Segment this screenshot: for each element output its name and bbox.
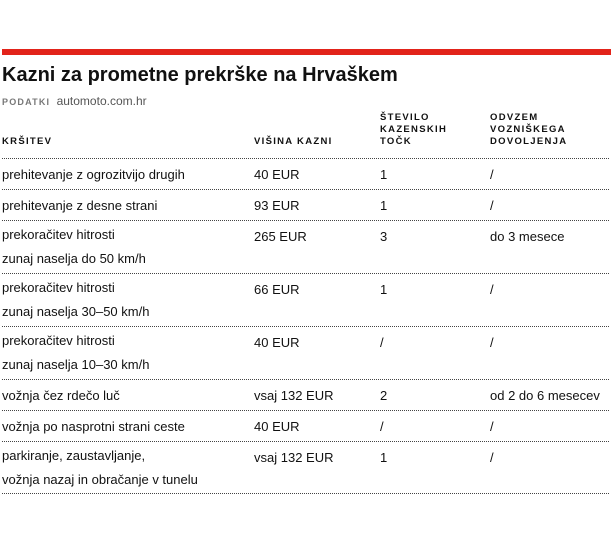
cell-violation (2, 165, 185, 185)
cell-fine: 40 EUR (254, 419, 300, 434)
cell-violation (2, 225, 146, 269)
cell-points: 1 (380, 282, 388, 297)
header-points-line: KAZENSKIH (380, 124, 448, 135)
cell-points: 1 (380, 198, 388, 213)
table-row (2, 379, 609, 410)
cell-fine: 93 EUR (254, 198, 300, 213)
cell-violation-line: prekoračitev hitrosti (2, 333, 115, 348)
header-license-line: ODVZEM (490, 112, 539, 123)
cell-violation-line: prekoračitev hitrosti (2, 280, 115, 295)
table-row (2, 441, 609, 494)
cell-violation-line: parkiranje, zaustavljanje, (2, 448, 146, 463)
cell-points: 2 (380, 388, 388, 403)
table-body (2, 158, 609, 494)
table-row (2, 189, 609, 220)
cell-license: / (490, 419, 494, 434)
cell-points: 1 (380, 167, 388, 182)
header-points-line: ŠTEVILO (380, 112, 430, 123)
table-row (2, 220, 609, 273)
table-header (2, 110, 609, 158)
cell-violation (2, 417, 185, 437)
cell-violation (2, 386, 120, 406)
cell-violation-line: vožnja po nasprotni strani ceste (2, 419, 185, 434)
cell-license: / (490, 282, 494, 297)
cell-license: / (490, 167, 494, 182)
cell-violation-line: vožnja čez rdečo luč (2, 388, 120, 403)
cell-fine: 66 EUR (254, 282, 300, 297)
cell-violation-line: prehitevanje z ogrozitvijo drugih (2, 167, 185, 182)
table-row (2, 273, 609, 326)
accent-rule (2, 49, 611, 55)
cell-violation-line: zunaj naselja 10–30 km/h (2, 357, 150, 372)
cell-license: do 3 mesece (490, 229, 565, 244)
cell-violation-line: prekoračitev hitrosti (2, 227, 115, 242)
cell-points: 3 (380, 229, 388, 244)
cell-violation-line: prehitevanje z desne strani (2, 198, 158, 213)
source-tag: PODATKI (2, 97, 51, 107)
cell-license: / (490, 198, 494, 213)
cell-violation-line: vožnja nazaj in obračanje v tunelu (2, 472, 198, 487)
source-site: automoto.com.hr (56, 94, 147, 108)
cell-license: od 2 do 6 mesecev (490, 388, 600, 403)
table-title: Kazni za prometne prekrške na Hrvaškem (2, 64, 398, 86)
cell-fine: 265 EUR (254, 229, 307, 244)
table-row (2, 158, 609, 189)
cell-points: / (380, 419, 384, 434)
cell-violation (2, 196, 157, 216)
cell-violation (2, 446, 198, 490)
cell-license: / (490, 335, 494, 350)
cell-points: 1 (380, 450, 388, 465)
header-points (380, 112, 460, 148)
cell-fine: vsaj 132 EUR (254, 450, 334, 465)
header-fine: VIŠINA KAZNI (254, 136, 333, 147)
cell-fine: 40 EUR (254, 335, 300, 350)
cell-fine: 40 EUR (254, 167, 300, 182)
header-points-line: TOČK (380, 136, 412, 147)
table-row (2, 326, 609, 379)
cell-violation (2, 278, 149, 322)
header-license (490, 112, 600, 148)
header-license-line: VOZNIŠKEGA (490, 124, 566, 135)
header-violation: KRŠITEV (2, 136, 53, 147)
cell-license: / (490, 450, 494, 465)
source-line (2, 94, 147, 108)
cell-violation (2, 331, 149, 375)
cell-fine: vsaj 132 EUR (254, 388, 334, 403)
table-row (2, 410, 609, 441)
header-license-line: DOVOLJENJA (490, 136, 568, 147)
cell-points: / (380, 335, 384, 350)
cell-violation-line: zunaj naselja do 50 km/h (2, 251, 146, 266)
cell-violation-line: zunaj naselja 30–50 km/h (2, 304, 150, 319)
